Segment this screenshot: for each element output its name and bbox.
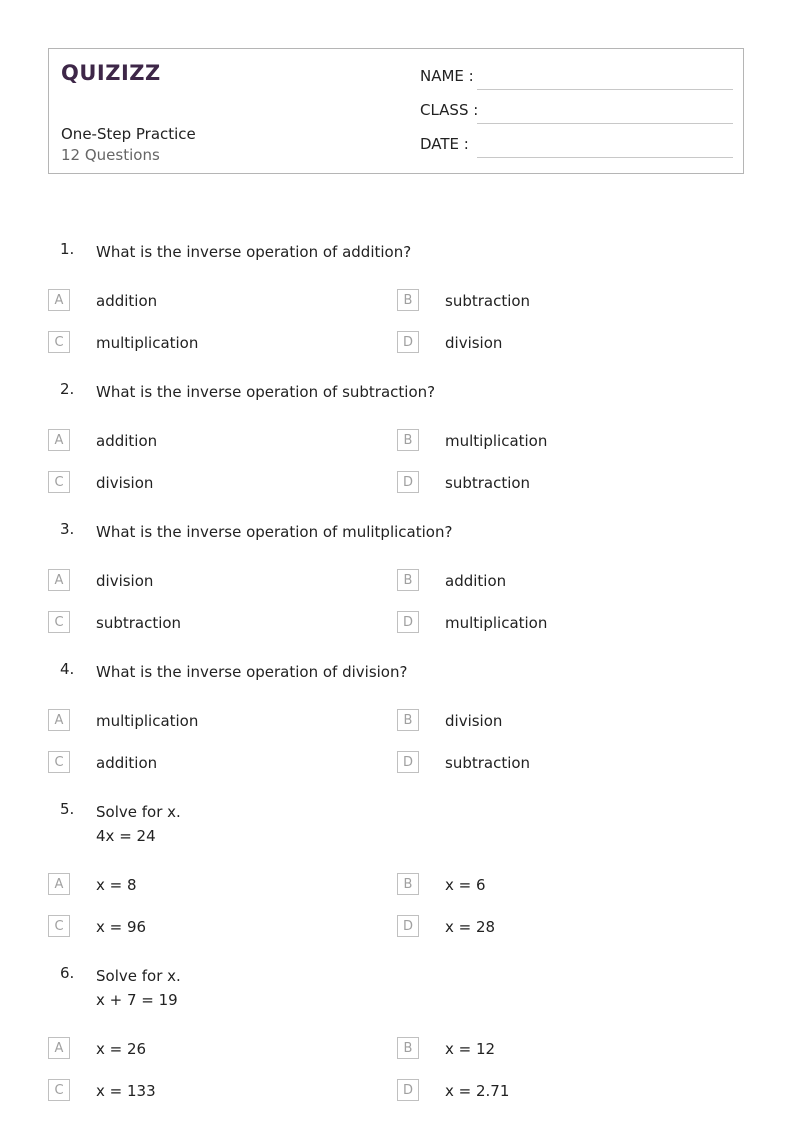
quizizz-logo bbox=[61, 59, 161, 87]
name-line[interactable] bbox=[477, 89, 733, 90]
option-letter-box[interactable]: D bbox=[397, 611, 419, 633]
option-text: x = 12 bbox=[445, 1040, 496, 1058]
option-letter-box[interactable]: B bbox=[397, 569, 419, 591]
option-letter-box[interactable]: A bbox=[48, 429, 70, 451]
question-line: Solve for x. bbox=[96, 967, 181, 985]
option-text: multiplication bbox=[445, 614, 548, 632]
option-letter-box[interactable]: C bbox=[48, 915, 70, 937]
question-equation: 4x = 24 bbox=[96, 827, 156, 845]
option-letter-box[interactable]: C bbox=[48, 471, 70, 493]
option-letter-box[interactable]: A bbox=[48, 1037, 70, 1059]
name-label: NAME : bbox=[420, 67, 474, 85]
option-text: subtraction bbox=[445, 292, 531, 310]
option-letter-box[interactable]: B bbox=[397, 709, 419, 731]
option-letter-box[interactable]: D bbox=[397, 331, 419, 353]
question-text bbox=[96, 800, 181, 848]
worksheet-title: One-Step Practice bbox=[61, 125, 196, 143]
option-text: x = 28 bbox=[445, 918, 496, 936]
question-line: What is the inverse operation of mulitplication? bbox=[96, 523, 453, 541]
date-label: DATE : bbox=[420, 135, 469, 153]
question-number: 6. bbox=[60, 964, 75, 982]
option-letter-box[interactable]: D bbox=[397, 471, 419, 493]
option-letter-box[interactable]: C bbox=[48, 611, 70, 633]
class-field[interactable] bbox=[420, 101, 733, 125]
option-text: x = 2.71 bbox=[445, 1082, 510, 1100]
question-number: 4. bbox=[60, 660, 75, 678]
question-line: What is the inverse operation of subtraction? bbox=[96, 383, 436, 401]
option-letter-box[interactable]: B bbox=[397, 429, 419, 451]
option-text: x = 133 bbox=[96, 1082, 156, 1100]
class-line[interactable] bbox=[477, 123, 733, 124]
question-number: 3. bbox=[60, 520, 75, 538]
option-text: multiplication bbox=[96, 712, 199, 730]
option-letter-box[interactable]: A bbox=[48, 289, 70, 311]
question-text bbox=[96, 660, 407, 684]
question-line: Solve for x. bbox=[96, 803, 181, 821]
question-text bbox=[96, 964, 181, 1012]
option-letter-box[interactable]: D bbox=[397, 1079, 419, 1101]
question-equation: x + 7 = 19 bbox=[96, 991, 178, 1009]
option-text: division bbox=[445, 712, 503, 730]
option-letter-box[interactable]: C bbox=[48, 751, 70, 773]
question-text bbox=[96, 240, 411, 264]
question-line: What is the inverse operation of division? bbox=[96, 663, 408, 681]
name-field[interactable] bbox=[420, 67, 733, 91]
question-text bbox=[96, 380, 435, 404]
option-text: x = 8 bbox=[96, 876, 137, 894]
option-text: multiplication bbox=[96, 334, 199, 352]
option-text: addition bbox=[96, 754, 158, 772]
option-letter-box[interactable]: D bbox=[397, 915, 419, 937]
option-letter-box[interactable]: B bbox=[397, 1037, 419, 1059]
class-label: CLASS : bbox=[420, 101, 479, 119]
option-text: addition bbox=[96, 432, 158, 450]
option-text: x = 26 bbox=[96, 1040, 147, 1058]
option-text: addition bbox=[445, 572, 507, 590]
option-text: subtraction bbox=[96, 614, 182, 632]
option-letter-box[interactable]: B bbox=[397, 289, 419, 311]
question-number: 2. bbox=[60, 380, 75, 398]
option-letter-box[interactable]: B bbox=[397, 873, 419, 895]
date-line[interactable] bbox=[477, 157, 733, 158]
option-letter-box[interactable]: C bbox=[48, 331, 70, 353]
question-text bbox=[96, 520, 452, 544]
option-text: division bbox=[445, 334, 503, 352]
option-text: division bbox=[96, 572, 154, 590]
option-letter-box[interactable]: A bbox=[48, 709, 70, 731]
option-letter-box[interactable]: A bbox=[48, 569, 70, 591]
option-text: x = 6 bbox=[445, 876, 486, 894]
option-text: division bbox=[96, 474, 154, 492]
option-text: multiplication bbox=[445, 432, 548, 450]
option-text: subtraction bbox=[445, 754, 531, 772]
option-letter-box[interactable]: C bbox=[48, 1079, 70, 1101]
question-line: What is the inverse operation of addition? bbox=[96, 243, 412, 261]
question-number: 5. bbox=[60, 800, 75, 818]
question-number: 1. bbox=[60, 240, 75, 258]
option-letter-box[interactable]: A bbox=[48, 873, 70, 895]
date-field[interactable] bbox=[420, 135, 733, 159]
option-text: x = 96 bbox=[96, 918, 147, 936]
option-text: subtraction bbox=[445, 474, 531, 492]
option-text: addition bbox=[96, 292, 158, 310]
option-letter-box[interactable]: D bbox=[397, 751, 419, 773]
logo-text: QUIZIZZ bbox=[61, 61, 161, 85]
worksheet-header bbox=[48, 48, 744, 174]
question-count: 12 Questions bbox=[61, 146, 160, 164]
